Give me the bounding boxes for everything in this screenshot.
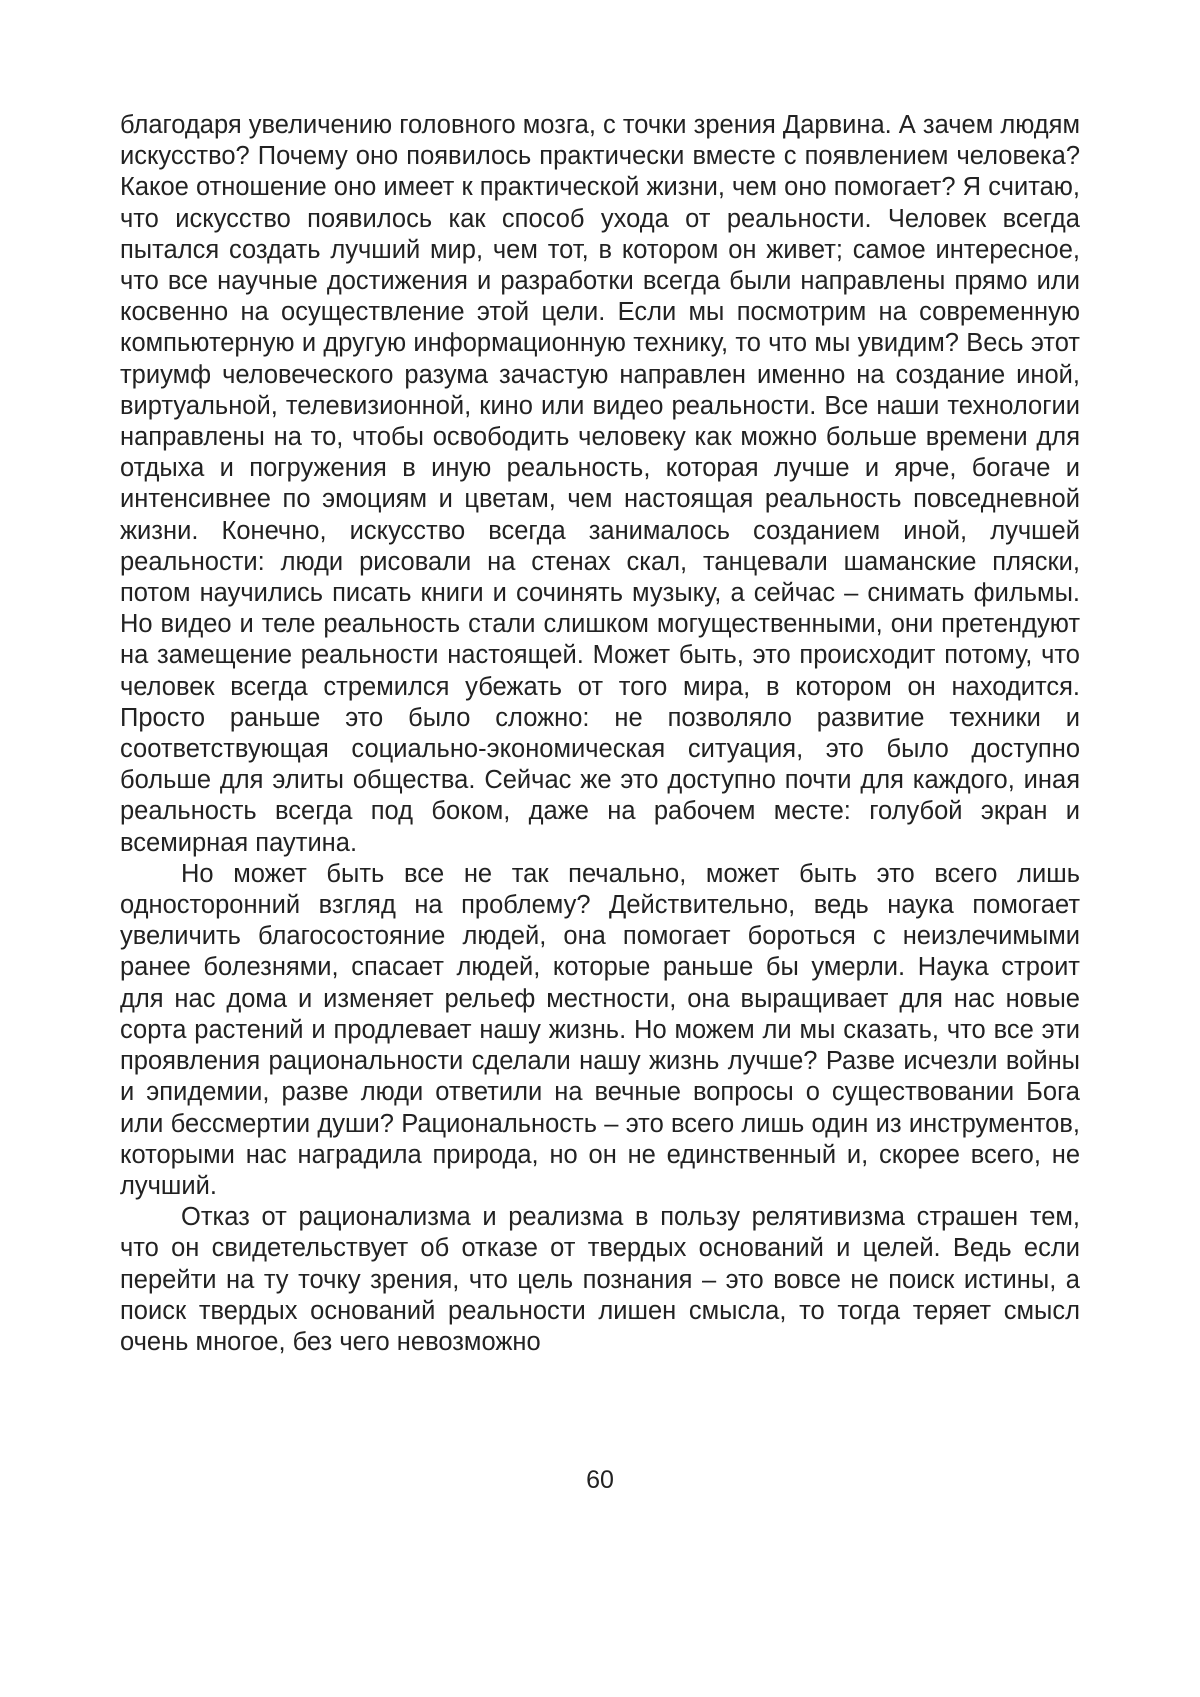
paragraph: Но может быть все не так печально, может быть это всего лишь односторонний взгляд на проблему? Действительно, ведь наука помогает увеличить благосостояние людей, она помогает бороться с неизлечимыми ранее болезнями, спасает людей, которые раньше бы умерли. Наука строит для нас дома и изменяет рельеф местности, она выращивает для нас новые сорта растений и продлевает нашу жизнь. Но можем ли мы сказать, что все эти проявления рациональности сделали нашу жизнь лучше? Разве исчезли войны и эпидемии, разве люди ответили на вечные вопросы о существовании Бога или бессмертии души? Рациональность – это всего лишь один из инструментов, которыми нас наградила природа, но он не единственный и, скорее всего, не лучший. <box>120 859 1080 1200</box>
page-number: 60 <box>586 1466 614 1494</box>
paragraph: Отказ от рационализма и реализма в пользу релятивизма страшен тем, что он свидетельствует об отказе от твердых оснований и целей. Ведь если перейти на ту точку зрения, что цель познания – это вовсе не поиск истины, а поиск твердых оснований реальности лишен смысла, то тогда теряет смысл очень многое, без чего невозможно <box>120 1203 1080 1356</box>
document-page <box>120 110 1080 1590</box>
paragraph: благодаря увеличению головного мозга, с точки зрения Дарвина. А зачем людям искусство? Почему оно появилось практически вместе с появлением человека? Какое отношение оно имеет к практической жизни, чем оно помогает? Я считаю, что искусство появилось как способ ухода от реальности. Человек всегда пытался создать лучший мир, чем тот, в котором он живет; самое интересное, что все научные достижения и разработки всегда были направлены прямо или косвенно на осуществление этой цели. Если мы посмотрим на современную компьютерную и другую информационную технику, то что мы увидим? Весь этот триумф человеческого разума зачастую направлен именно на создание иной, виртуальной, телевизионной, кино или видео реальности. Все наши технологии направлены на то, чтобы освободить человеку как можно больше времени для отдыха и погружения в иную реальность, которая лучше и ярче, богаче и интенсивнее по эмоциям и цветам, чем настоящая реальность повседневной жизни. Конечно, искусство всегда занималось созданием иной, лучшей реальности: люди рисовали на стенах скал, танцевали шаманские пляски, потом научились писать книги и сочинять музыку, а сейчас – снимать фильмы. Но видео и теле реальность стали слишком могущественными, они претендуют на замещение реальности настоящей. Может быть, это происходит потому, что человек всегда стремился убежать от того мира, в котором он находится. Просто раньше это было сложно: не позволяло развитие техники и соответствующая социально-экономическая ситуация, это было доступно больше для элиты общества. Сейчас же это доступно почти для каждого, иная реальность всегда под боком, даже на рабочем месте: голубой экран и всемирная паутина. <box>120 111 1080 857</box>
